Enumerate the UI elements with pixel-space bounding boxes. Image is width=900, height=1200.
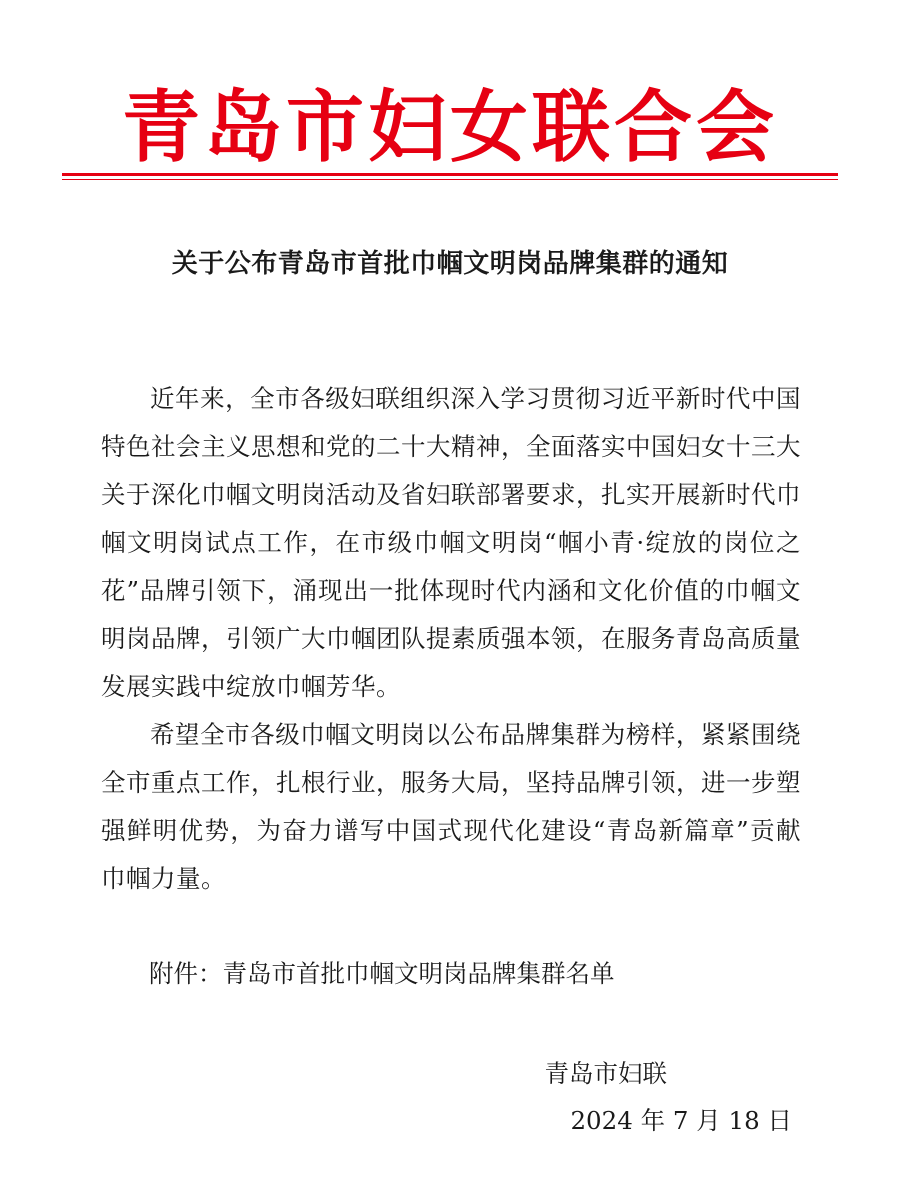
attachment-line: 附件：青岛市首批巾帼文明岗品牌集群名单 [149, 959, 615, 988]
signature-date: 2024 年 7 月 18 日 [570, 1106, 792, 1135]
signature-organization: 青岛市妇联 [544, 1059, 667, 1088]
body-paragraph-1: 近年来，全市各级妇联组织深入学习贯彻习近平新时代中国特色社会主义思想和党的二十大精神，全面落实中国妇女十三大关于深化巾帼文明岗活动及省妇联部署要求，扎实开展新时代巾帼文明岗试点工作，在市级巾帼文明岗“帼小青·绽放的岗位之花”品牌引领下，涌现出一批体现时代内涵和文化价值的巾帼文明岗品牌，引领广大巾帼团队提素质强本领，在服务青岛高质量发展实践中绽放巾帼芳华。 [101, 384, 801, 701]
document-body [101, 375, 801, 903]
letterhead-rule-thick [62, 173, 838, 176]
letterhead-title: 青岛市妇女联合会 [121, 82, 778, 173]
document-title: 关于公布青岛市首批巾帼文明岗品牌集群的通知 [171, 249, 729, 279]
body-paragraph-2: 希望全市各级巾帼文明岗以公布品牌集群为榜样，紧紧围绕全市重点工作，扎根行业，服务大局，坚持品牌引领，进一步塑强鲜明优势，为奋力谱写中国式现代化建设“青岛新篇章”贡献巾帼力量。 [101, 720, 801, 893]
letterhead-rule-thin [62, 179, 838, 180]
